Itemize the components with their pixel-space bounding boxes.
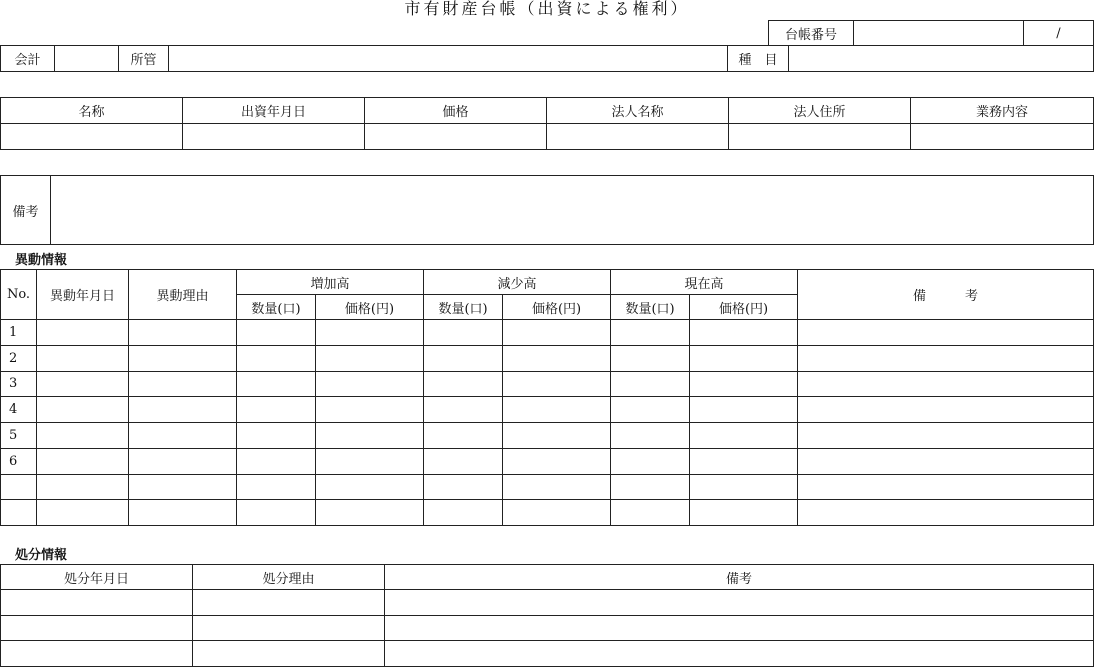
col-increase-qty: 数量(口) — [237, 295, 316, 320]
table-cell[interactable] — [385, 641, 1094, 667]
basic-cell[interactable] — [911, 124, 1094, 150]
department-input[interactable] — [169, 46, 727, 71]
col-decrease-price: 価格(円) — [503, 295, 611, 320]
account-table — [0, 45, 1094, 72]
table-cell[interactable] — [37, 423, 129, 449]
table-cell[interactable] — [503, 320, 611, 346]
ledger-number-input[interactable] — [854, 21, 1023, 45]
col-business: 業務内容 — [911, 98, 1094, 124]
col-decrease-qty: 数量(口) — [424, 295, 503, 320]
table-cell[interactable] — [798, 448, 1094, 474]
page-title: 市有財産台帳（出資による権利） — [404, 0, 690, 18]
table-cell[interactable] — [798, 371, 1094, 397]
table-cell[interactable] — [316, 397, 424, 423]
table-cell[interactable] — [424, 448, 503, 474]
changes-table — [0, 269, 1094, 526]
changes-section-title: 異動情報 — [15, 253, 68, 268]
ledger-number-table — [768, 20, 1094, 46]
remarks-field[interactable] — [51, 176, 1094, 245]
table-cell[interactable] — [316, 423, 424, 449]
category-field[interactable] — [789, 46, 1094, 72]
table-cell[interactable] — [690, 397, 798, 423]
basic-cell[interactable] — [547, 124, 729, 150]
table-cell[interactable] — [424, 397, 503, 423]
row-number: 6 — [1, 448, 37, 474]
table-cell[interactable] — [129, 423, 237, 449]
col-name: 名称 — [1, 98, 183, 124]
table-cell[interactable] — [316, 371, 424, 397]
ledger-number-label: 台帳番号 — [769, 21, 854, 46]
table-cell[interactable] — [385, 615, 1094, 641]
table-cell[interactable] — [237, 320, 316, 346]
account-label: 会計 — [1, 46, 55, 72]
table-cell[interactable] — [690, 474, 798, 500]
table-cell[interactable] — [611, 371, 690, 397]
table-cell[interactable] — [237, 500, 316, 526]
table-cell[interactable] — [690, 500, 798, 526]
col-current-qty: 数量(口) — [611, 295, 690, 320]
table-cell[interactable] — [424, 320, 503, 346]
table-cell[interactable] — [503, 371, 611, 397]
table-cell[interactable] — [193, 641, 385, 667]
table-cell[interactable] — [129, 371, 237, 397]
table-cell[interactable] — [798, 397, 1094, 423]
row-number: 3 — [1, 371, 37, 397]
table-cell[interactable] — [37, 448, 129, 474]
table-cell[interactable] — [1, 590, 193, 616]
table-cell[interactable] — [690, 423, 798, 449]
table-cell[interactable] — [316, 500, 424, 526]
table-cell[interactable] — [798, 423, 1094, 449]
remarks-table — [0, 175, 1094, 245]
table-cell[interactable] — [37, 474, 129, 500]
col-change-reason: 異動理由 — [129, 270, 237, 320]
account-input[interactable] — [55, 46, 118, 71]
table-row — [1, 448, 1094, 474]
table-cell[interactable] — [129, 500, 237, 526]
remarks-label: 備考 — [1, 176, 51, 245]
table-cell[interactable] — [798, 320, 1094, 346]
table-cell[interactable] — [798, 500, 1094, 526]
table-cell[interactable] — [424, 474, 503, 500]
basic-info-table — [0, 97, 1094, 150]
table-row — [1, 474, 1094, 500]
table-cell[interactable] — [1, 641, 193, 667]
table-cell[interactable] — [611, 345, 690, 371]
table-row — [1, 590, 1094, 616]
row-number: 4 — [1, 397, 37, 423]
row-number: 1 — [1, 320, 37, 346]
table-cell[interactable] — [690, 371, 798, 397]
disposal-section-title: 処分情報 — [15, 548, 68, 563]
basic-cell[interactable] — [365, 124, 547, 150]
col-corp-name: 法人名称 — [547, 98, 729, 124]
table-cell[interactable] — [611, 500, 690, 526]
col-disposal-reason: 処分理由 — [193, 565, 385, 590]
table-cell[interactable] — [193, 615, 385, 641]
table-cell[interactable] — [503, 397, 611, 423]
table-cell[interactable] — [424, 500, 503, 526]
table-cell[interactable] — [129, 345, 237, 371]
table-cell[interactable] — [237, 345, 316, 371]
table-cell[interactable] — [611, 474, 690, 500]
table-cell[interactable] — [424, 423, 503, 449]
col-corp-address: 法人住所 — [729, 98, 911, 124]
department-field[interactable] — [169, 46, 728, 72]
table-cell[interactable] — [237, 423, 316, 449]
basic-cell[interactable] — [1, 124, 183, 150]
table-row — [1, 320, 1094, 346]
table-cell[interactable] — [424, 371, 503, 397]
table-cell[interactable] — [798, 474, 1094, 500]
table-cell[interactable] — [503, 448, 611, 474]
table-cell[interactable] — [237, 474, 316, 500]
table-cell[interactable] — [503, 345, 611, 371]
table-cell[interactable] — [611, 448, 690, 474]
col-investment-date: 出資年月日 — [183, 98, 365, 124]
col-disposal-date: 処分年月日 — [1, 565, 193, 590]
table-row — [1, 397, 1094, 423]
table-cell[interactable] — [385, 590, 1094, 616]
table-cell[interactable] — [129, 474, 237, 500]
ledger-number-field[interactable] — [854, 21, 1024, 46]
ledger-number-slash: / — [1024, 21, 1094, 46]
table-cell[interactable] — [37, 500, 129, 526]
table-cell[interactable] — [1, 615, 193, 641]
table-cell[interactable] — [193, 590, 385, 616]
table-cell[interactable] — [237, 397, 316, 423]
col-no: No. — [1, 270, 37, 320]
table-row — [1, 371, 1094, 397]
table-cell[interactable] — [503, 474, 611, 500]
col-price: 価格 — [365, 98, 547, 124]
table-cell[interactable] — [237, 371, 316, 397]
table-cell[interactable] — [611, 320, 690, 346]
category-input[interactable] — [789, 46, 1093, 71]
basic-cell[interactable] — [183, 124, 365, 150]
table-cell[interactable] — [129, 397, 237, 423]
table-row — [1, 423, 1094, 449]
table-cell[interactable] — [798, 345, 1094, 371]
col-changes-remarks: 備 考 — [798, 270, 1094, 320]
col-decrease: 減少高 — [424, 270, 611, 295]
table-cell[interactable] — [503, 500, 611, 526]
table-cell[interactable] — [503, 423, 611, 449]
table-cell[interactable] — [37, 320, 129, 346]
table-row — [1, 641, 1094, 667]
table-cell[interactable] — [129, 320, 237, 346]
account-field[interactable] — [55, 46, 119, 72]
table-cell[interactable] — [237, 448, 316, 474]
table-cell[interactable] — [611, 423, 690, 449]
table-cell[interactable] — [316, 345, 424, 371]
col-current: 現在高 — [611, 270, 798, 295]
table-cell[interactable] — [37, 345, 129, 371]
table-cell[interactable] — [611, 397, 690, 423]
row-number — [1, 474, 37, 500]
col-increase: 増加高 — [237, 270, 424, 295]
table-cell[interactable] — [316, 320, 424, 346]
basic-cell[interactable] — [729, 124, 911, 150]
table-row — [1, 500, 1094, 526]
table-cell[interactable] — [37, 397, 129, 423]
table-cell[interactable] — [690, 320, 798, 346]
row-number — [1, 500, 37, 526]
table-row — [1, 615, 1094, 641]
disposal-table — [0, 564, 1094, 667]
table-cell[interactable] — [129, 448, 237, 474]
category-label: 種 目 — [728, 46, 789, 72]
table-cell[interactable] — [316, 474, 424, 500]
col-current-price: 価格(円) — [690, 295, 798, 320]
table-cell[interactable] — [690, 345, 798, 371]
col-change-date: 異動年月日 — [37, 270, 129, 320]
col-disposal-remarks: 備考 — [385, 565, 1094, 590]
table-cell[interactable] — [316, 448, 424, 474]
table-cell[interactable] — [37, 371, 129, 397]
table-cell[interactable] — [424, 345, 503, 371]
col-increase-price: 価格(円) — [316, 295, 424, 320]
table-row — [1, 345, 1094, 371]
row-number: 2 — [1, 345, 37, 371]
row-number: 5 — [1, 423, 37, 449]
department-label: 所管 — [119, 46, 169, 72]
table-cell[interactable] — [690, 448, 798, 474]
